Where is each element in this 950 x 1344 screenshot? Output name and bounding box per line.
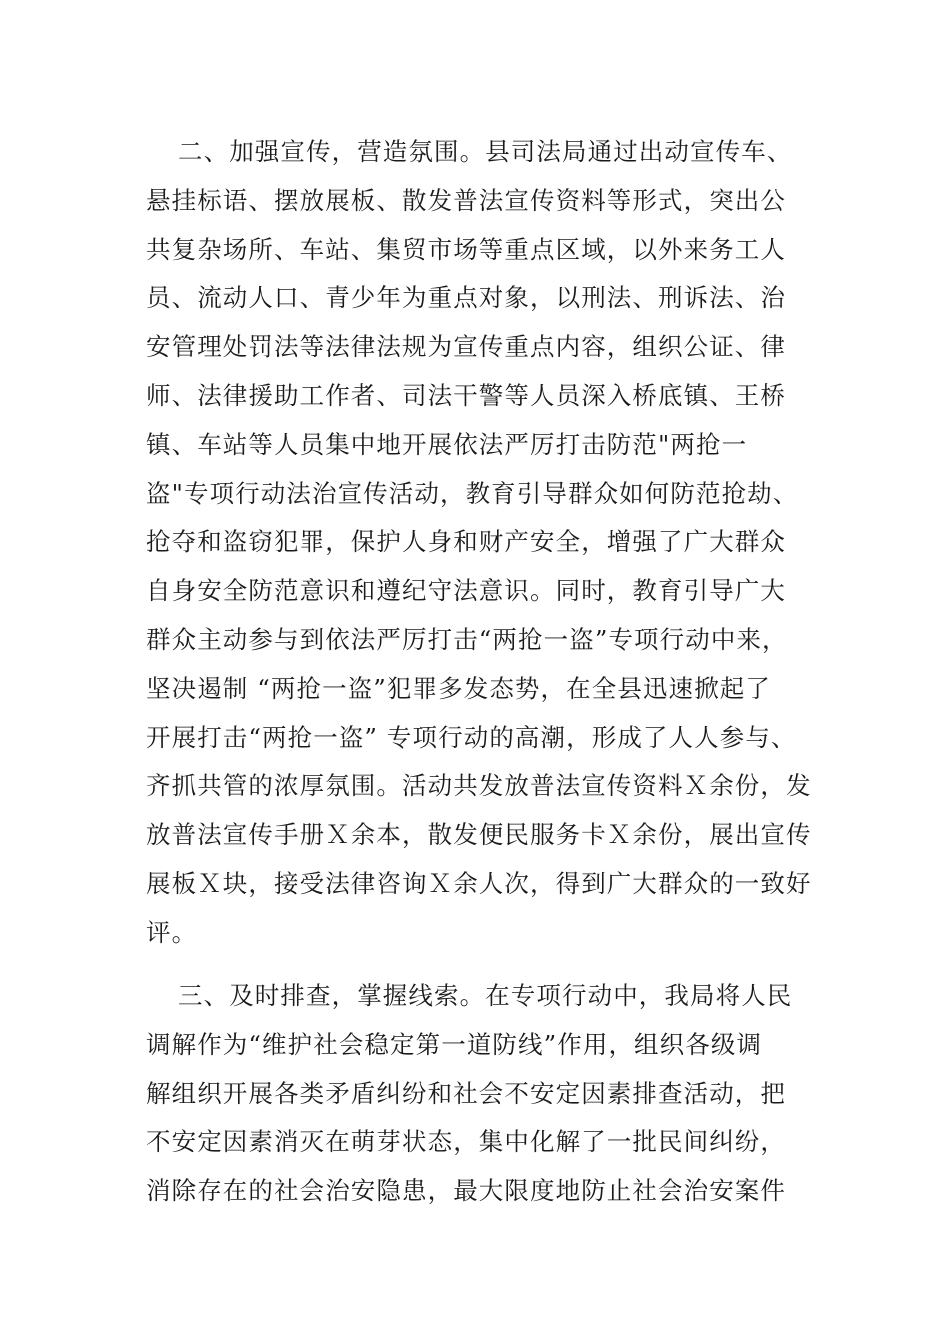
paragraph-line: 评。 xyxy=(146,917,198,947)
paragraph-line: 共复杂场所、车站、集贸市场等重点区域，以外来务工人 xyxy=(146,234,786,264)
paragraph-line: 群众主动参与到依法严厉打击“两抢一盗”专项行动中来， xyxy=(146,624,788,654)
paragraph-line: 消除存在的社会治安隐患，最大限度地防止社会治安案件 xyxy=(146,1176,786,1206)
paragraph-line: 开展打击“两抢一盗” 专项行动的高潮，形成了人人参与、 xyxy=(146,722,797,752)
paragraph-line: 员、流动人口、青少年为重点对象，以刑法、刑诉法、治 xyxy=(146,283,786,313)
paragraph-investigation xyxy=(146,972,816,1216)
paragraph-line: 悬挂标语、摆放展板、散发普法宣传资料等形式，突出公 xyxy=(146,185,786,215)
paragraph-line: 不安定因素消灭在萌芽状态，集中化解了一批民间纠纷， xyxy=(146,1127,786,1157)
paragraph-line: 镇、车站等人员集中地开展依法严厉打击防范"两抢一 xyxy=(146,429,748,459)
paragraph-line: 解组织开展各类矛盾纠纷和社会不安定因素排查活动，把 xyxy=(146,1078,786,1108)
paragraph-line: 抢夺和盗窃犯罪，保护人身和财产安全，增强了广大群众 xyxy=(146,527,786,557)
paragraph-line: 自身安全防范意识和遵纪守法意识。同时，教育引导广大 xyxy=(146,576,786,606)
paragraph-publicity xyxy=(146,128,816,958)
paragraph-line: 调解作为“维护社会稳定第一道防线”作用，组织各级调 xyxy=(146,1029,763,1059)
paragraph-line: 齐抓共管的浓厚氛围。活动共发放普法宣传资料Ｘ余份，发 xyxy=(146,771,812,801)
paragraph-line: 展板Ｘ块，接受法律咨询Ｘ余人次，得到广大群众的一致好 xyxy=(146,868,812,898)
paragraph-line: 放普法宣传手册Ｘ余本，散发便民服务卡Ｘ余份，展出宣传 xyxy=(146,820,812,850)
paragraph-line: 安管理处罚法等法律法规为宣传重点内容，组织公证、律 xyxy=(146,332,786,362)
paragraph-line: 盗"专项行动法治宣传活动，教育引导群众如何防范抢劫、 xyxy=(146,478,799,508)
paragraph-line: 坚决遏制 “两抢一盗”犯罪多发态势，在全县迅速掀起了 xyxy=(146,673,771,703)
paragraph-line: 三、及时排查，掌握线索。在专项行动中，我局将人民 xyxy=(178,981,793,1010)
paragraph-line: 二、加强宣传，营造氛围。县司法局通过出动宣传车、 xyxy=(178,137,793,166)
paragraph-line: 师、法律援助工作者、司法干警等人员深入桥底镇、王桥 xyxy=(146,380,786,410)
